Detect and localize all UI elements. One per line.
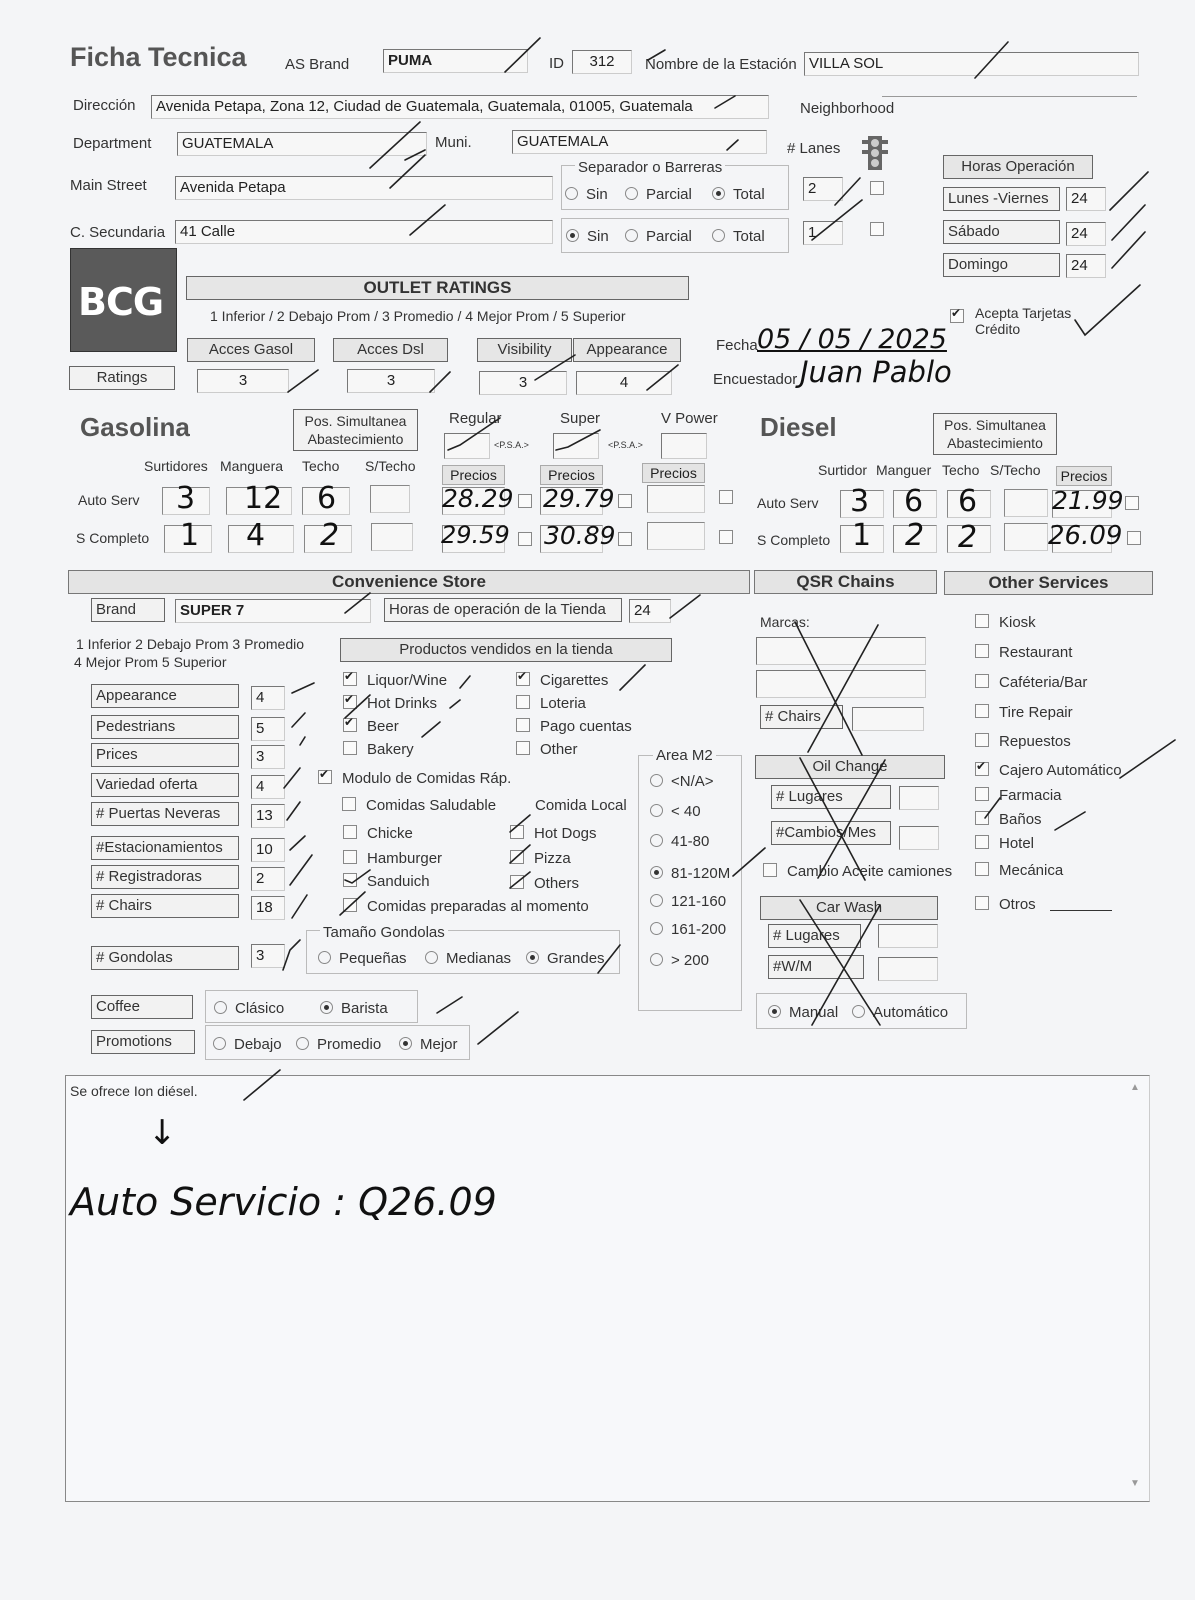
product-checkbox-label: Beer xyxy=(367,718,399,735)
gasolina-title: Gasolina xyxy=(80,412,190,442)
other-service-checkbox-label: Farmacia xyxy=(999,787,1062,804)
other-service-checkbox-label: Baños xyxy=(999,811,1042,828)
as-brand-label: AS Brand xyxy=(285,56,350,73)
secundaria-label: C. Secundaria xyxy=(70,224,166,241)
marcas-label: Marcas: xyxy=(760,614,810,630)
modulo-comidas-checkbox[interactable]: ✔Modulo de Comidas Ráp. xyxy=(318,770,511,787)
medianas-radio[interactable]: Medianas xyxy=(425,950,511,967)
store-brand-label: Brand xyxy=(91,598,165,622)
area-radio[interactable]: < 40 xyxy=(650,803,701,820)
store-metric-label: Pedestrians xyxy=(91,715,239,739)
lanes2-field[interactable]: 1 xyxy=(803,221,843,245)
col-surtidor: Surtidor xyxy=(818,462,868,478)
acces-dsl-header: Acces Dsl xyxy=(333,338,448,362)
other-service-checkbox-label: Mecánica xyxy=(999,862,1064,879)
encuestador-label: Encuestador xyxy=(713,371,798,388)
diesel-auto-manguer: 6 xyxy=(904,484,924,519)
other-service-checkbox-label: Otros xyxy=(999,896,1036,913)
encuestador-value[interactable]: Juan Pablo xyxy=(800,355,952,389)
coffee-label: Coffee xyxy=(91,995,193,1019)
gas-completo-techo: 2 xyxy=(320,518,340,553)
gas-completo-regular-price: 29.59 xyxy=(441,521,510,549)
store-metric-field[interactable]: 10 xyxy=(251,838,285,862)
other-service-checkbox-label: Restaurant xyxy=(999,644,1073,661)
product-checkbox-label: Cigarettes xyxy=(540,672,609,689)
cambio-camiones-checkbox[interactable]: Cambio Aceite camiones xyxy=(763,863,952,880)
food-checkbox-label: Pizza xyxy=(534,850,571,867)
notes-arrow: ↓ xyxy=(148,1113,177,1153)
store-metric-label: #Estacionamientos xyxy=(91,836,239,860)
diesel-precios-header: Precios xyxy=(1056,466,1112,486)
acces-gasol-header: Acces Gasol xyxy=(187,338,315,362)
other-service-checkbox-label: Kiosk xyxy=(999,614,1036,631)
comida-local-label: Comida Local xyxy=(535,797,627,814)
store-metric-field[interactable]: 18 xyxy=(251,896,285,920)
store-metric-field[interactable]: 13 xyxy=(251,804,285,828)
diesel-auto-label: Auto Serv xyxy=(757,495,819,511)
area-radio[interactable]: 121-160 xyxy=(650,893,726,910)
pequenas-radio[interactable]: Pequeñas xyxy=(318,950,407,967)
outlet-ratings-header: OUTLET RATINGS xyxy=(186,276,689,300)
department-field[interactable]: GUATEMALA xyxy=(177,132,427,156)
acces-dsl-field[interactable]: 3 xyxy=(347,369,435,393)
mejor-radio[interactable]: Mejor xyxy=(399,1036,458,1053)
other-services-header: Other Services xyxy=(944,571,1153,595)
diesel-completo-label: S Completo xyxy=(757,532,831,548)
store-metric-field[interactable]: 3 xyxy=(251,745,285,769)
store-horas-label: Horas de operación de la Tienda xyxy=(384,598,622,622)
direccion-field[interactable]: Avenida Petapa, Zona 12, Ciudad de Guatemala, Guatemala, 01005, Guatemala xyxy=(151,95,769,119)
gas-auto-super-price: 29.79 xyxy=(543,484,615,513)
appearance-header: Appearance xyxy=(573,338,681,362)
area-radio[interactable]: 41-80 xyxy=(650,833,709,850)
direccion-label: Dirección xyxy=(73,97,136,114)
product-checkbox-label: Other xyxy=(540,741,578,758)
promedio-radio[interactable]: Promedio xyxy=(296,1036,381,1053)
gas-completo-label: S Completo xyxy=(76,530,150,546)
separador2-sin[interactable]: Sin xyxy=(566,228,609,245)
station-label: Nombre de la Estación xyxy=(645,56,797,73)
product-checkbox-label: Hot Drinks xyxy=(367,695,438,712)
bcg-logo-text: BCG xyxy=(78,280,164,324)
diesel-auto-precio: 21.99 xyxy=(1052,486,1124,515)
area-radio[interactable]: > 200 xyxy=(650,952,709,969)
main-street-label: Main Street xyxy=(70,177,147,194)
diesel-completo-surtidor: 1 xyxy=(852,518,872,553)
store-metric-label: Appearance xyxy=(91,684,239,708)
product-checkbox-label: Liquor/Wine xyxy=(367,672,448,689)
diesel-completo-techo: 2 xyxy=(958,520,978,555)
acces-gasol-field[interactable]: 3 xyxy=(197,369,289,393)
separador1-sin[interactable]: Sin xyxy=(565,186,608,203)
col-stecho: S/Techo xyxy=(365,458,416,474)
store-metric-field[interactable]: 4 xyxy=(251,775,285,799)
gas-auto-regular-price: 28.29 xyxy=(442,484,514,513)
diesel-completo-precio: 26.09 xyxy=(1048,521,1123,551)
precios-super-header: Precios xyxy=(540,465,603,485)
product-checkbox-label: Bakery xyxy=(367,741,414,758)
acepta-tarjetas-label: Acepta Tarjetas Crédito xyxy=(975,305,1072,337)
comidas-saludable-checkbox[interactable]: Comidas Saludable xyxy=(342,797,496,814)
col-diesel-stecho: S/Techo xyxy=(990,462,1041,478)
notes-handwritten: Auto Servicio : Q26.09 xyxy=(70,1180,497,1224)
visibility-field[interactable]: 3 xyxy=(479,371,567,395)
car-wash-header: Car Wash xyxy=(760,896,938,920)
store-metric-label: # Registradoras xyxy=(91,865,239,889)
product-checkbox-label: Loteria xyxy=(540,695,586,712)
store-scale-1: 1 Inferior 2 Debajo Prom 3 Promedio xyxy=(76,636,304,652)
debajo-radio[interactable]: Debajo xyxy=(213,1036,282,1053)
store-horas-field[interactable]: 24 xyxy=(629,599,671,623)
store-metric-field[interactable]: 2 xyxy=(251,867,285,891)
productos-header: Productos vendidos en la tienda xyxy=(340,638,672,662)
qsr-chairs-label: # Chairs xyxy=(760,705,843,729)
barista-radio[interactable]: Barista xyxy=(320,1000,388,1017)
ratings-scale: 1 Inferior / 2 Debajo Prom / 3 Promedio / 4 Mejor Prom / 5 Superior xyxy=(210,308,626,324)
store-metric-label: Variedad oferta xyxy=(91,773,239,797)
weekday-label: Lunes -Viernes xyxy=(943,187,1060,211)
cambios-mes-label: #Cambios/Mes xyxy=(771,821,891,845)
neighborhood-label: Neighborhood xyxy=(800,100,895,117)
diesel-title: Diesel xyxy=(760,412,837,442)
psa1-label: <P.S.A.> xyxy=(494,440,529,450)
automatico-radio[interactable]: Automático xyxy=(852,1004,948,1021)
lugares-label: # Lugares xyxy=(771,785,891,809)
other-service-checkbox-label: Caféteria/Bar xyxy=(999,674,1088,691)
other-service-checkbox-label: Cajero Automático xyxy=(999,762,1122,779)
convenience-store-header: Convenience Store xyxy=(68,570,750,594)
fecha-value[interactable]: 05 / 05 / 2025 xyxy=(757,324,947,355)
col-techo: Techo xyxy=(302,458,340,474)
food-checkbox-label: Hot Dogs xyxy=(534,825,597,842)
muni-field[interactable]: GUATEMALA xyxy=(512,130,767,154)
area-radio[interactable]: <N/A> xyxy=(650,773,714,790)
food-checkbox-label: Comidas preparadas al momento xyxy=(367,898,589,915)
area-m2-label: Area M2 xyxy=(653,747,716,764)
clasico-radio[interactable]: Clásico xyxy=(214,1000,284,1017)
notes-typed-text: Se ofrece Ion diésel. xyxy=(70,1083,198,1099)
separador2-parcial[interactable]: Parcial xyxy=(625,228,692,245)
store-scale-2: 4 Mejor Prom 5 Superior xyxy=(74,654,227,670)
gas-auto-techo: 6 xyxy=(317,481,337,516)
cw-lugares-label: # Lugares xyxy=(768,924,861,948)
promotions-label: Promotions xyxy=(91,1030,195,1054)
muni-label: Muni. xyxy=(435,134,472,151)
other-service-checkbox-label: Hotel xyxy=(999,835,1035,852)
oil-change-header: Oil Change xyxy=(755,755,945,779)
gas-completo-manguera: 4 xyxy=(246,518,266,553)
separador-label: Separador o Barreras xyxy=(575,159,725,176)
food-checkbox-label: Sanduich xyxy=(367,873,430,890)
saturday-field[interactable]: 24 xyxy=(1066,222,1106,246)
sunday-field[interactable]: 24 xyxy=(1066,254,1106,278)
sunday-label: Domingo xyxy=(943,253,1060,277)
area-radio[interactable]: 81-120M xyxy=(650,865,730,882)
visibility-header: Visibility xyxy=(477,338,572,362)
gas-auto-label: Auto Serv xyxy=(78,492,140,508)
psa2-label: <P.S.A.> xyxy=(608,440,643,450)
gondolas-field[interactable]: 3 xyxy=(251,944,285,968)
weekday-field[interactable]: 24 xyxy=(1066,187,1106,211)
qsr-chains-header: QSR Chains xyxy=(754,570,937,594)
fecha-label: Fecha xyxy=(716,337,758,354)
regular-label: Regular xyxy=(449,410,502,427)
lanes-label: # Lanes xyxy=(787,140,841,157)
vpower-label: V Power xyxy=(661,410,718,427)
store-metric-label: Prices xyxy=(91,743,239,767)
food-checkbox-label: Chicke xyxy=(367,825,413,842)
notes-scroll-down-icon[interactable]: ▼ xyxy=(1130,1478,1140,1489)
food-checkbox-label: Hamburger xyxy=(367,850,443,867)
horas-operacion-header: Horas Operación xyxy=(943,155,1093,179)
store-metric-label: # Puertas Neveras xyxy=(91,802,239,826)
col-manguera: Manguera xyxy=(220,458,284,474)
other-service-checkbox-label: Tire Repair xyxy=(999,704,1073,721)
area-radio[interactable]: 161-200 xyxy=(650,921,726,938)
store-metric-label: # Chairs xyxy=(91,894,239,918)
gas-completo-super-price: 30.89 xyxy=(544,521,616,550)
other-service-checkbox-label: Repuestos xyxy=(999,733,1071,750)
store-metric-field[interactable]: 5 xyxy=(251,717,285,741)
appearance-field[interactable]: 4 xyxy=(576,371,672,395)
separador1-parcial[interactable]: Parcial xyxy=(625,186,692,203)
precios-vpower-header: Precios xyxy=(642,463,705,483)
col-manguer: Manguer xyxy=(876,462,932,478)
col-diesel-techo: Techo xyxy=(942,462,980,478)
saturday-label: Sábado xyxy=(943,220,1060,244)
diesel-completo-manguer: 2 xyxy=(905,518,925,553)
col-surtidores: Surtidores xyxy=(144,458,208,474)
cw-wm-label: #W/M xyxy=(768,955,864,979)
station-field[interactable]: VILLA SOL xyxy=(804,52,1139,76)
secundaria-field[interactable]: 41 Calle xyxy=(175,220,553,244)
diesel-pos-simultanea: Pos. Simultanea Abastecimiento xyxy=(933,413,1057,455)
diesel-auto-techo: 6 xyxy=(958,484,978,519)
lanes1-field[interactable]: 2 xyxy=(803,177,843,201)
gondolas-label: # Gondolas xyxy=(91,946,239,970)
food-checkbox-label: Others xyxy=(534,875,580,892)
precios-regular-header: Precios xyxy=(442,465,505,485)
ratings-row-label: Ratings xyxy=(69,366,175,390)
diesel-auto-surtidor: 3 xyxy=(850,484,870,519)
brand-field[interactable]: PUMA xyxy=(383,49,528,73)
department-label: Department xyxy=(73,135,152,152)
product-checkbox-label: Pago cuentas xyxy=(540,718,632,735)
gas-completo-surtidores: 1 xyxy=(180,518,200,553)
id-field[interactable]: 312 xyxy=(572,50,632,74)
id-label: ID xyxy=(549,55,564,72)
grandes-radio[interactable]: Grandes xyxy=(526,950,605,967)
super-label: Super xyxy=(560,410,601,427)
gas-auto-manguera: 12 xyxy=(244,481,283,516)
page-title: Ficha Tecnica xyxy=(70,42,247,72)
store-metric-field[interactable]: 4 xyxy=(251,686,285,710)
separador1-total[interactable]: Total xyxy=(712,186,765,203)
gas-auto-surtidores: 3 xyxy=(176,481,196,516)
manual-radio[interactable]: Manual xyxy=(768,1004,838,1021)
separador2-total[interactable]: Total xyxy=(712,228,765,245)
main-street-field[interactable]: Avenida Petapa xyxy=(175,176,553,200)
tamano-label: Tamaño Gondolas xyxy=(320,924,448,941)
notes-scroll-up-icon[interactable]: ▲ xyxy=(1130,1082,1140,1093)
store-brand-field[interactable]: SUPER 7 xyxy=(175,599,371,623)
gas-pos-simultanea: Pos. Simultanea Abastecimiento xyxy=(293,409,418,451)
